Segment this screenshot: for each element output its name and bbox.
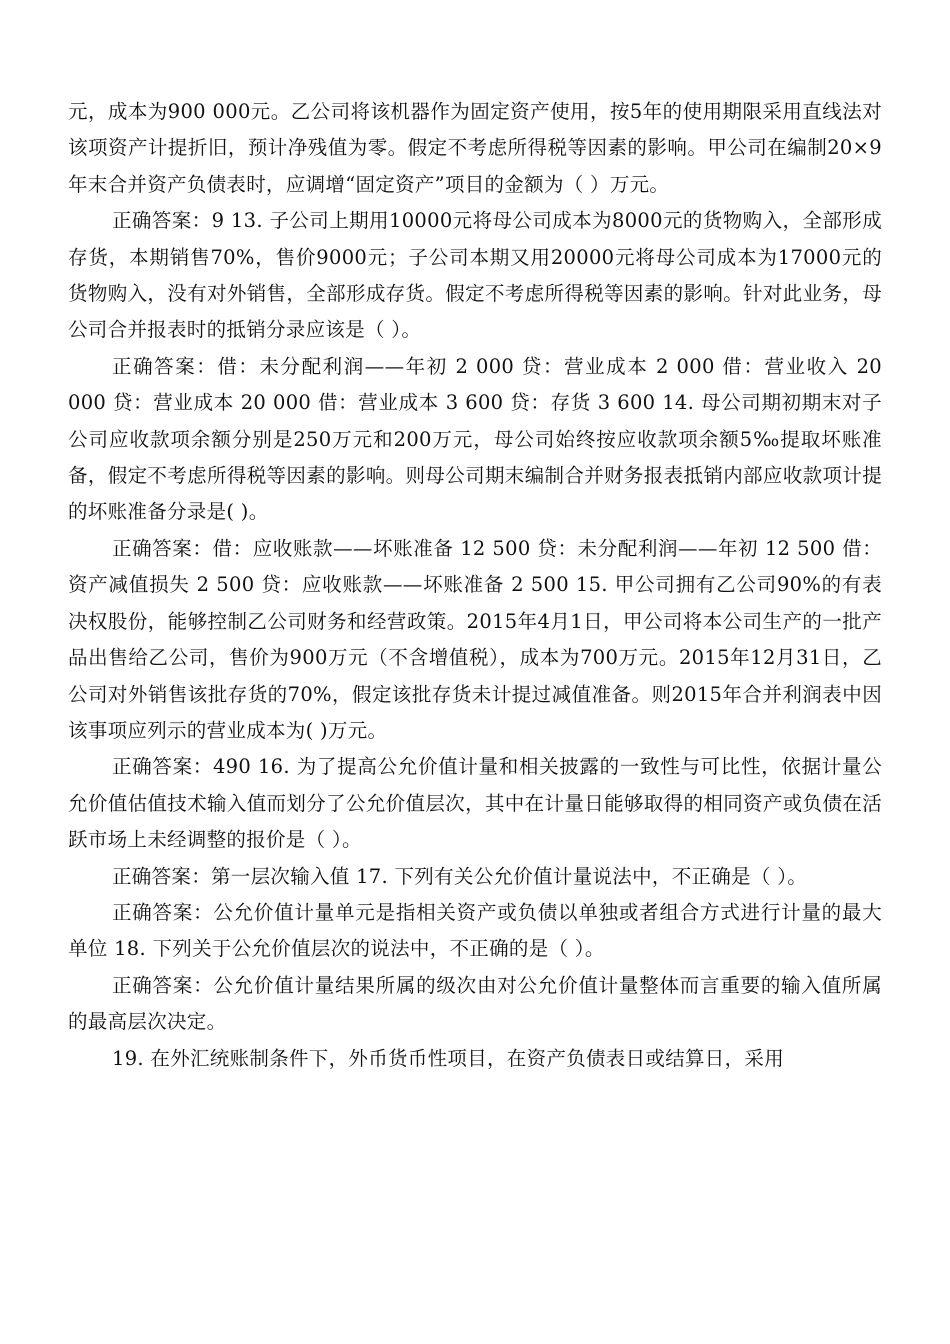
paragraph-7: 正确答案：公允价值计量单元是指相关资产或负债以单独或者组合方式进行计量的最大单位 18. 下列关于公允价值层次的说法中，不正确的是（ ）。: [68, 900, 882, 961]
paragraph-5: 正确答案：490 16. 为了提高公允价值计量和相关披露的一致性与可比性，依据计量公允价值估值技术输入值而划分了公允价值层次，其中在计量日能够取得的相同资产或负债在活跃市场上未经调整的报价是（ ）。: [68, 755, 882, 852]
paragraph-3: 正确答案：借：未分配利润——年初 2 000 贷：营业成本 2 000 借：营业收入 20 000 贷：营业成本 20 000 借：营业成本 3 600 贷：存货 3 600 14. 母公司期初期末对子公司应收款项余额分别是250万元和200万元，母公司始终按应收款项余额5‰提取坏账准备，假定不考虑所得税等因素的影响。则母公司期末编制合并财务报表抵销内部应收款项计提的坏账准备分录是( )。: [68, 354, 882, 524]
paragraph-9: 19. 在外汇统账制条件下，外币货币性项目，在资产负债表日或结算日，采用: [112, 1046, 785, 1070]
paragraph-4: 正确答案：借：应收账款——坏账准备 12 500 贷：未分配利润——年初 12 500 借：资产减值损失 2 500 贷：应收账款——坏账准备 2 500 15. 甲公司拥有乙公司90%的有表决权股份，能够控制乙公司财务和经营政策。2015年4月1日，甲公司将本公司生产的一批产品出售给乙公司，售价为900万元（不含增值税），成本为700万元。2015年12月31日，乙公司对外销售该批存货的70%，假定该批存货未计提过减值准备。则2015年合并利润表中因该事项应列示的营业成本为( )万元。: [68, 536, 882, 742]
document-page: [68, 94, 882, 1077]
paragraph-6: 正确答案：第一层次输入值 17. 下列有关公允价值计量说法中，不正确是（ ）。: [112, 864, 808, 888]
paragraph-2: 正确答案：9 13. 子公司上期用10000元将母公司成本为8000元的货物购入，全部形成存货，本期销售70%，售价9000元；子公司本期又用20000元将母公司成本为17000元的货物购入，没有对外销售，全部形成存货。假定不考虑所得税等因素的影响。针对此业务，母公司合并报表时的抵销分录应该是（ ）。: [68, 209, 882, 342]
paragraph-8: 正确答案：公允价值计量结果所属的级次由对公允价值计量整体而言重要的输入值所属的最高层次决定。: [68, 973, 882, 1034]
paragraph-1: 元，成本为900 000元。乙公司将该机器作为固定资产使用，按5年的使用期限采用直线法对该项资产计提折旧，预计净残值为零。假定不考虑所得税等因素的影响。甲公司在编制20×9年末合并资产负债表时，应调增“固定资产”项目的金额为（ ）万元。: [68, 100, 882, 196]
